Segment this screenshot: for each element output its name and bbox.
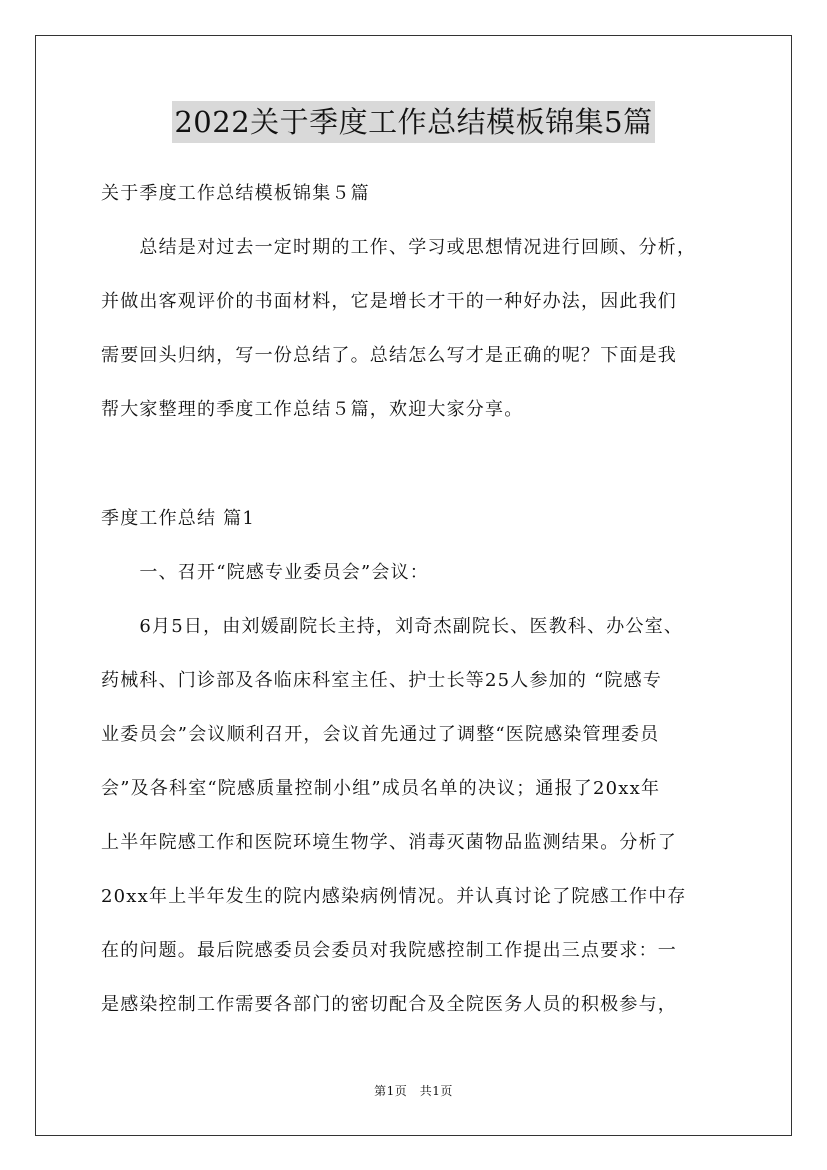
- body-line: 20xx年上半年发生的院内感染病例情况。并认真讨论了院感工作中存: [101, 886, 687, 907]
- body-line: 上半年院感工作和医院环境生物学、消毒灭菌物品监测结果。分析了: [101, 832, 677, 853]
- body-line: 是感染控制工作需要各部门的密切配合及全院医务人员的积极参与，: [101, 994, 677, 1015]
- body-line: 并做出客观评价的书面材料，它是增长才干的一种好办法，因此我们: [101, 291, 677, 312]
- subtitle-line: 关于季度工作总结模板锦集５篇: [101, 183, 370, 204]
- page-footer: 第1页 共1页: [374, 1084, 453, 1098]
- body-line: 6月5日，由刘媛副院长主持，刘奇杰副院长、医教科、办公室、: [101, 616, 684, 637]
- document-title: 2022关于季度工作总结模板锦集5篇: [172, 101, 654, 143]
- body-line: 总结是对过去一定时期的工作、学习或思想情况进行回顾、分析，: [101, 237, 697, 258]
- body-line: 业委员会”会议顺利召开，会议首先通过了调整“医院感染管理委员: [101, 724, 660, 745]
- title-wrapper: [0, 101, 827, 143]
- body-line: 在的问题。最后院感委员会委员对我院感控制工作提出三点要求：一: [101, 940, 677, 961]
- body-line: 一、召开“院感专业委员会”会议：: [101, 562, 430, 583]
- body-line: 会”及各科室“院感质量控制小组”成员名单的决议；通报了20xx年: [101, 778, 661, 799]
- body-line: 需要回头归纳，写一份总结了。总结怎么写才是正确的呢？下面是我: [101, 345, 677, 366]
- section-heading: 季度工作总结 篇1: [101, 508, 255, 529]
- body-line: 帮大家整理的季度工作总结５篇，欢迎大家分享。: [101, 399, 524, 420]
- body-line: 药械科、门诊部及各临床科室主任、护士长等25人参加的 “院感专: [101, 670, 663, 691]
